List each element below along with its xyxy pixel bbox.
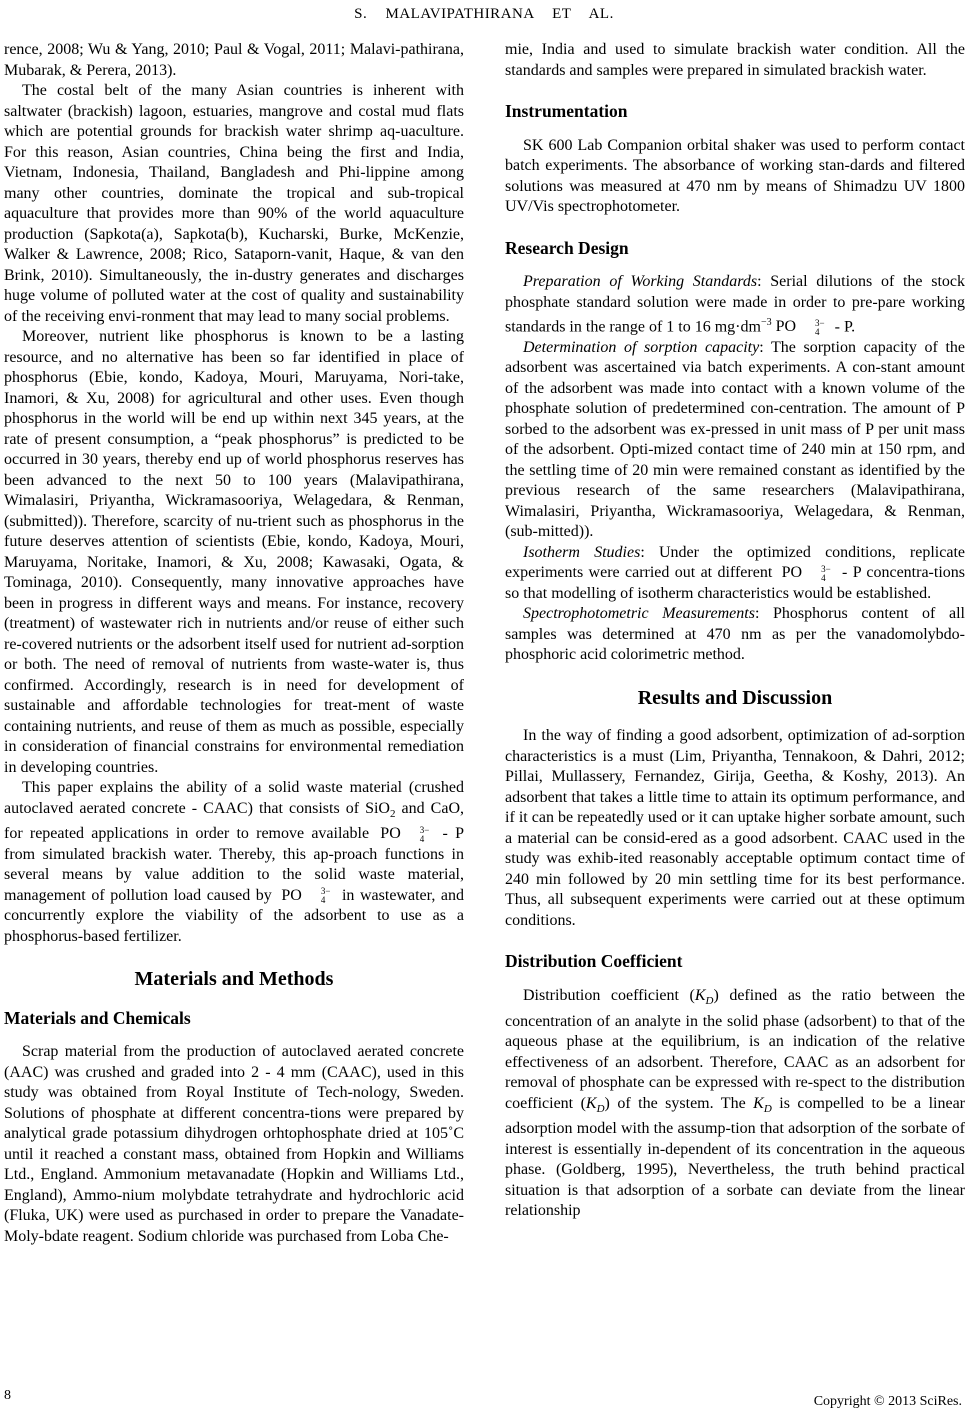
phosphate-formula (772, 318, 831, 335)
text-run: : The sorption capacity of the adsorbent was ascertained via batch experiments. A con-stant amount of the adsorbent was made into contact with a known volume of the phosphate solution of predetermined con-centration. The amount of P sorbed to the adsorbent was ex-pressed in unit mass of P per unit mass of the adsorbent. Opti-mized contact time of 240 min at 150 rpm, and the settling time of 20 min were remained constant as identified by the previous research of the same researchers (Malavipathirana, Wimalasiri, Priyantha, Wickramasooriya, Welagedara, & Renman, (sub-mitted)). (505, 338, 965, 541)
text-run: - P from simulated brackish water. Thereby, this ap-proach functions in several means by value addition to the solid waste material, management of pollution load caused by (4, 825, 464, 904)
formula-charge: 3− (815, 317, 825, 328)
paragraph: rence, 2008; Wu & Yang, 2010; Paul & Vogal, 2011; Malavi-pathirana, Mubarak, & Perera, 2013). (4, 41, 464, 79)
text-run: in wastewater, and concurrently explore the viability of the adsorbent to use as a phosphorus-based fertilizer. (4, 886, 464, 945)
kd-subscript: D (705, 995, 714, 1008)
run-in-heading: Isotherm Studies (523, 543, 641, 561)
run-in-heading: Determination of sorption capacity (523, 338, 760, 356)
paragraph: In the way of finding a good adsorbent, optimization of ad-sorption characteristics is a must (Lim, Priyantha, Tennakoon, & Dahri, 2012; Pillai, Mullassery, Fernandez, Girija, Geetha, & Koshy, 2013). An adsorbent that takes a little time to attain its optimum performance, and if it can be repeatedly used or it can uptake higher sorbate amount, such a material can be consid-ered as a good adsorbent. CAAC used in the study was exhib-ited reasonably acceptable optimum contact time of 240 min followed by 20 min settling time for its best performance. Thus, all subsequent experiments were carried out at these optimum conditions. (505, 727, 965, 929)
formula-charge: 3− (821, 563, 831, 574)
formula-scripts (797, 319, 825, 337)
kd-symbol: K (753, 1094, 764, 1112)
text-run: ) defined as the ratio between the concentration of an analyte in the solid phase (adsorbent) to that of the aqueous phase at the equilibrium, is an indication of the relative effectiveness of an adsorbent. Therefore, CAAC as an adsorbent for removal of phosphate can be expressed with re-spect to the distribution coefficient ( (505, 986, 965, 1112)
text-run: : Phosphorus content of all samples was determined at 470 nm as per the vanadomolybdo-phosphoric acid colorimetric method. (505, 605, 965, 664)
formula-ion: PO (380, 825, 401, 843)
subsection-title: Materials and Chemicals (4, 1007, 191, 1028)
kd-symbol: K (585, 1094, 597, 1112)
paragraph: Moreover, nutrient like phosphorus is known to be a lasting resource, and no alternative has been so far identified in place of phosphorus (Ebie, kondo, Kadoya, Mouri, Maruyama, Nori-take, Inamori, & Xu, 2008) for agricultural and other uses. Even though phosphorus in the world will be end up within next 345 years, at the rate of present consumption, a “peak phosphorus” is predicted to be occurred in 30 years, thereby end up of world phosphorus reserves has been advanced to the next 50 to 100 years (Malavipathirana, Wimalasiri, Priyantha, Wickramasooriya, Welagedara, & Renman, (submitted)). Therefore, scarcity of nu-trient such as phosphorus in the future deserves attention of scientists (Ebie, kondo, Kadoya, Mouri, Maruyama, Noritake, Inamori, & Xu, 2008; Kawasaki, Ogata, & Tominaga, 2010). Consequently, many innovative approaches have been in progress in different ways and means. For instance, recovery (treatment) of wastewater rich in nutrients and/or reuse of either such re-covered nutrients or the adsorbent itself used for nutrient ad-sorption or both. The need of removal of nutrients from waste-water is, thus confirmed. Accordingly, research is in need for development of sustainable and affordable technologies for treat-ment of waste containing nutrients, and reuse of them as much as possible, especially in consideration of financial constrains for environmental remediation in developing countries. (4, 328, 464, 776)
paragraph: mie, India and used to simulate brackish water condition. All the standards and samples were prepared in simulated brackish water. (505, 41, 965, 79)
text-run: : Serial dilutions of the stock phosphate standard solution were made in order to pre-pare working standards in the range of 1 to 16 mg·dm (505, 273, 965, 336)
text-run: Distribution coefficient ( (523, 986, 695, 1004)
paragraph: Scrap material from the production of autoclaved aerated concrete (AAC) was crushed and graded into 2 - 4 mm (CAAC), used in this study was obtained from Royal Institute of Tech-nology, Sweden. Solutions of phosphate at different concentra-tions were prepared by analytical grade potassium dihydrogen orhtophosphate dried at 105˚C until it reached a constant mass, obtained from Hopkin and Williams Ltd., England. Ammonium metavanadate (Hopkin and Williams Ltd., England), Ammo-nium molybdate tetrahydrate and hydrochloric acid (Fluka, UK) were used as purchased in order to prepare the Vanadate-Moly-bdate reagent. Sodium chloride was purchased from Loba Che- (4, 1043, 464, 1245)
formula-scripts (402, 826, 430, 844)
text-run: - P. (830, 318, 856, 336)
formula-index: 4 (320, 895, 326, 906)
formula-index: 4 (815, 326, 820, 337)
paragraph: The costal belt of the many Asian countries is inherent with saltwater (brackish) lagoon, estuaries, mangrove and costal mud flats which are potential grounds for brackish water shrimp aq-uaculture. For this reason, Asian countries, China being the first and India, Vietnam, Indonesia, Thailand, Bangladesh and Phi-lippine among many other countries, dominate the tropical and sub-tropical aquaculture that provides more than 90% of the world aquaculture production (Sapkota(a), Sapkota(b), Kucharski, Burke, McKenzie, Walker & Lawrence, 2008; Rico, Sataporn-vanit, Haque, & van den Brink, 2010). Simultaneously, the in-dustry generates and discharges huge volume of polluted water at the cost of quality and sustainability of the receiving envi-ronment that may lead to many social problems. (4, 82, 464, 325)
text-run: and CaO, for repeated applications in order to remove available (4, 799, 464, 843)
formula-scripts (303, 887, 331, 905)
subscript: 2 (389, 807, 396, 820)
formula-ion: PO (781, 564, 803, 582)
kd-subscript: D (596, 1102, 605, 1115)
left-column (4, 40, 464, 1247)
run-in-heading: Preparation of Working Standards (523, 273, 758, 290)
superscript: −3 (760, 317, 772, 328)
paragraph (505, 338, 965, 543)
section-title: Materials and Methods (134, 968, 334, 991)
formula-index: 4 (821, 572, 826, 583)
subsection-title: Instrumentation (505, 101, 628, 121)
formula-ion: PO (775, 318, 797, 336)
formula-charge: 3− (419, 824, 430, 835)
phosphate-formula (778, 564, 837, 581)
paragraph (505, 543, 965, 605)
running-head: S. MALAVIPATHIRANA ET AL. (354, 6, 614, 22)
phosphate-formula (376, 825, 435, 842)
text-run: This paper explains the ability of a solid waste material (crushed autoclaved aerated concrete - CAAC) that consists of SiO (4, 779, 464, 817)
formula-index: 4 (419, 833, 425, 844)
text-run: - P concentra-tions so that modelling of isotherm characteristics would be established. (505, 564, 965, 602)
run-in-heading: Spectrophotometric Measurements (523, 605, 755, 623)
copyright-notice: Copyright © 2013 SciRes. (813, 1394, 962, 1409)
subsection-title: Distribution Coefficient (505, 951, 683, 972)
paragraph (505, 272, 965, 338)
text-run: is compelled to be a linear adsorption model with the assump-tion that adsorption of the sorbate of interest is essentially in-dependent of its concentration in the aqueous phase. (Goldberg, 1995), Nevertheless, the truth behind practical situation is that adsorption of a sorbate can deviate from the linear relationship (505, 1094, 966, 1220)
paragraph: SK 600 Lab Companion orbital shaker was used to perform contact batch experiments. The absorbance of working stan-dards and filtered solutions was measured at 470 nm by means of Shimadzu UV 1800 UV/Vis spectrophotometer. (505, 136, 965, 215)
paragraph (505, 604, 965, 666)
text-run: : Under the optimized conditions, replicate experiments were carried out at different (505, 543, 965, 582)
kd-symbol: K (694, 986, 706, 1004)
kd-subscript: D (763, 1102, 772, 1115)
section-title: Results and Discussion (637, 686, 833, 709)
paragraph (505, 986, 965, 1222)
text-run: ) of the system. The (604, 1094, 754, 1112)
subsection-title: Research Design (505, 237, 629, 258)
paragraph (4, 778, 464, 947)
page-number: 8 (4, 1388, 11, 1403)
right-column (505, 40, 965, 1222)
phosphate-formula (277, 887, 336, 904)
formula-scripts (803, 565, 831, 583)
formula-charge: 3− (320, 886, 331, 897)
formula-ion: PO (281, 886, 302, 904)
